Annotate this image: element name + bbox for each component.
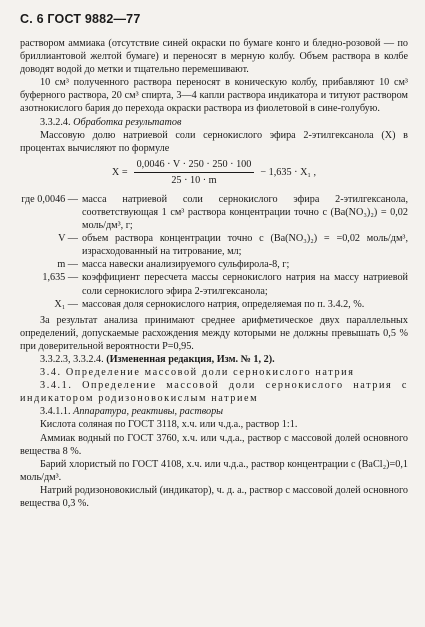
paragraph-result: За результат анализа принимают среднее арифметическое двух параллельных определений, допускаемые расхождения между которыми не должны превышать 0,5 % при доверительной вероятности P=0,95.: [20, 314, 408, 352]
formula-numerator: 0,0046 · V · 250 · 250 · 100: [134, 158, 255, 173]
definition-row: [20, 193, 408, 232]
definition-row: [20, 271, 408, 297]
heading-number: 3.4.1.1.: [40, 406, 71, 418]
definition-text: массовая доля сернокислого натрия, определяемая по п. 3.4.2, %.: [82, 298, 365, 310]
definition-row: [20, 258, 408, 271]
paragraph-hydrochloric-acid: Кислота соляная по ГОСТ 3118, х.ч. или ч.д.а., раствор 1:1.: [40, 419, 298, 431]
heading-title: Аппаратура, реактивы, растворы: [73, 406, 224, 418]
paragraph-sodium-rhodizonate: Натрий родизоновокислый (индикатор), ч. д. а., раствор с массовой долей основного вещества 0,3 %.: [20, 484, 408, 509]
paragraph-ammonia: раствором аммиака (отсутствие синей окраски по бумаге конго и бледно-розовой — по бриллиантовой желтой бумаге) и переносят в мерную колбу. Объем раствора в колбе доводят водой до метки и тщательно перемешивают.: [20, 38, 408, 76]
heading-apparatus: [20, 405, 408, 418]
page-header: С. 6 ГОСТ 9882—77: [20, 12, 141, 26]
definition-row: [20, 298, 408, 311]
amendment-note: (Измененная редакция, Изм. № 1, 2).: [106, 353, 275, 365]
document-body: [20, 37, 408, 510]
definition-text: коэффициент пересчета массы сернокислого натрия на массу натриевой соли сернокислого эфира 2-этилгексанола;: [82, 272, 408, 297]
formula-fraction: [134, 158, 255, 187]
paragraph-amendment: [20, 353, 408, 366]
paragraph-titration: 10 см³ полученного раствора переносят в коническую колбу, прибавляют 10 см³ буферного раствора, 20 см³ спирта, 3—4 капли раствора индикатора и титуют раствором азотнокислого бария до перехода окраски раствора из фиолетовой в сине-голубую.: [20, 77, 408, 115]
definition-text: объем раствора концентрации точно c (Ba(NO₃)₂) = =0,02 моль/дм³, израсходованный на титрование, мл;: [82, 233, 408, 258]
heading-title: Обработка результатов: [73, 116, 182, 128]
definition-row: [20, 232, 408, 258]
definition-symbol: V —: [58, 233, 78, 245]
definition-symbol: X₁ —: [54, 298, 78, 310]
heading-indicator-method: 3.4.1. Определение массовой доли сернокислого натрия с индикатором родизоновокислым натрием: [20, 380, 408, 405]
definition-symbol: m —: [57, 259, 78, 271]
amendment-ref: 3.3.2.3, 3.3.2.4.: [40, 353, 104, 365]
heading-sodium-sulfate: 3.4. Определение массовой доли сернокислого натрия: [40, 367, 355, 379]
definition-symbol: где 0,0046 —: [21, 193, 78, 205]
paragraph-ammonia-water: Аммиак водный по ГОСТ 3760, х.ч. или ч.д.а., раствор с массовой долей основного вещества 8 %.: [20, 432, 408, 457]
formula-denominator: 25 · 10 · m: [171, 175, 217, 187]
paragraph-mass-fraction: Массовую долю натриевой соли сернокислого эфира 2-этилгексанола (X) в процентах вычисляют по формуле: [20, 129, 408, 154]
formula-x: [20, 159, 408, 187]
definition-text: масса натриевой соли сернокислого эфира 2-этилгексанола, соответствующая 1 см³ раствора концентрации точно c (Ba(NO₃)₂) = 0,02 моль/дм³, г;: [82, 193, 408, 232]
definition-text: масса навески анализируемого сульфирола-8, г;: [82, 259, 290, 271]
definition-symbol: 1,635 —: [42, 272, 78, 284]
variable-definitions: [20, 193, 408, 311]
formula-rhs: − 1,635 · X₁ ,: [260, 167, 317, 179]
heading-number: 3.3.2.4.: [40, 116, 71, 128]
paragraph-barium-chloride: Барий хлористый по ГОСТ 4108, х.ч. или ч.д.а., раствор концентрации c (BaCl₂)=0,1 моль/дм³.: [20, 458, 408, 483]
formula-lhs: X =: [111, 167, 128, 179]
heading-results-processing: [20, 116, 408, 129]
